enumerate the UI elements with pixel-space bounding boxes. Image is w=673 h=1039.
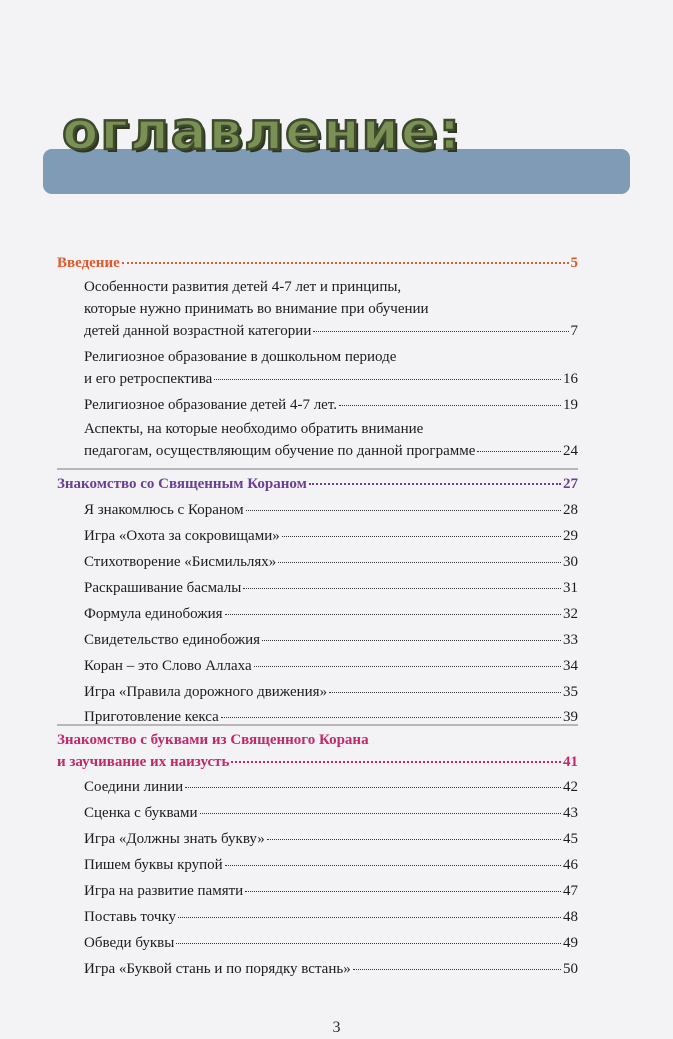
dot-leader [329,692,561,693]
toc-entry-label: Свидетельство единобожия [84,632,261,648]
toc-entry-label: педагогам, осуществляющим обучение по данной программе [84,443,476,459]
toc-entry [84,958,578,980]
toc-entry-label: детей данной возрастной категории [84,323,312,339]
toc-entry-page: 29 [563,528,578,544]
toc-entry [84,603,578,625]
dot-leader [267,839,561,840]
toc-entry [84,681,578,703]
dot-leader [262,640,561,641]
toc-entry [84,932,578,954]
toc-entry-page: 28 [563,502,578,518]
dot-leader [353,969,561,970]
toc-heading-label: и заучивание их наизусть [57,754,230,770]
toc-entry-page: 16 [563,371,578,387]
toc-entry [84,394,578,416]
toc-entry-label: Обведи буквы [84,935,175,951]
toc-heading [57,252,578,274]
page-number: 3 [332,1019,341,1036]
toc-entry [84,776,578,798]
toc-entry-label: Я знакомлюсь с Кораном [84,502,244,518]
toc-entry-page: 48 [563,909,578,925]
toc-entry-label: Религиозное образование детей 4-7 лет. [84,397,338,413]
dot-leader [243,588,561,589]
toc-entry-label: Пишем буквы крупой [84,857,223,873]
toc-entry-label: Игра «Должны знать букву» [84,831,265,847]
toc-entry-page: 30 [563,554,578,570]
toc-entry-page: 34 [563,658,578,674]
dot-leader [122,262,569,264]
toc-entry-page: 24 [563,443,578,459]
toc-entry [84,629,578,651]
toc-entry-page: 46 [563,857,578,873]
toc-entry [84,880,578,902]
toc-heading-page: 41 [563,754,578,770]
dot-leader [214,379,561,380]
dot-leader [178,917,561,918]
page-title: оглавление: [62,101,462,162]
toc-entry-line: Аспекты, на которые необходимо обратить внимание [84,421,424,437]
dot-leader [200,813,561,814]
dot-leader [221,717,561,718]
toc-entry-label: Сценка с буквами [84,805,198,821]
toc-entry-page: 39 [563,709,578,725]
toc-entry-line: Особенности развития детей 4-7 лет и принципы, [84,279,402,295]
dot-leader [246,510,561,511]
toc-heading-page: 5 [570,255,578,271]
dot-leader [278,562,561,563]
dot-leader [282,536,561,537]
toc-entry-page: 43 [563,805,578,821]
dot-leader [231,761,561,763]
dot-leader [339,405,561,406]
toc-entry-page: 35 [563,684,578,700]
toc-heading [57,473,578,495]
toc-entry-page: 31 [563,580,578,596]
toc-entry-page: 45 [563,831,578,847]
toc-entry-page: 19 [563,397,578,413]
toc-entry-line: которые нужно принимать во внимание при обучении [84,301,429,317]
toc-entry-line: Религиозное образование в дошкольном периоде [84,349,397,365]
toc-entry [84,551,578,573]
toc-entry [84,906,578,928]
toc-entry [84,346,578,390]
toc-section-introduction [57,248,578,466]
dot-leader [313,331,568,332]
dot-leader [185,787,561,788]
toc-entry [84,525,578,547]
toc-entry [84,418,578,462]
toc-heading-label: Введение [57,255,120,271]
toc-entry-label: Игра «Правила дорожного движения» [84,684,328,700]
toc-heading-page: 27 [563,476,578,492]
dot-leader [176,943,561,944]
toc-heading-label: Знакомство со Священным Кораном [57,476,307,492]
toc-entry [84,577,578,599]
dot-leader [245,891,561,892]
toc-entry-label: Игра «Охота за сокровищами» [84,528,280,544]
toc-entry [84,828,578,850]
dot-leader [477,451,561,452]
toc-entry-page: 7 [570,323,578,339]
toc-entry-page: 42 [563,779,578,795]
toc-entry-label: и его ретроспектива [84,371,213,387]
toc-entry-label: Приготовление кекса [84,709,219,725]
toc-section-letters [57,724,578,982]
toc-entry-label: Соедини линии [84,779,184,795]
dot-leader [309,483,561,485]
toc-entry-page: 33 [563,632,578,648]
toc-entry-page: 32 [563,606,578,622]
toc-entry-label: Раскрашивание басмалы [84,580,242,596]
toc-entry-page: 50 [563,961,578,977]
toc-entry-label: Формула единобожия [84,606,223,622]
toc-entry-page: 49 [563,935,578,951]
dot-leader [254,666,561,667]
toc-entry-label: Игра на развитие памяти [84,883,244,899]
toc-entry [84,802,578,824]
toc-entry [84,499,578,521]
dot-leader [225,865,561,866]
toc-entry-label: Коран – это Слово Аллаха [84,658,252,674]
toc-entry-label: Стихотворение «Бисмильлях» [84,554,277,570]
dot-leader [225,614,561,615]
toc-entry-page: 47 [563,883,578,899]
toc-heading-line: Знакомство с буквами из Священного Корана [57,732,369,748]
toc-entry-label: Поставь точку [84,909,177,925]
toc-section-quran [57,468,578,725]
toc-entry [84,276,578,342]
toc-entry [84,655,578,677]
toc-heading [57,729,578,773]
toc-entry [84,854,578,876]
toc-entry-label: Игра «Буквой стань и по порядку встань» [84,961,351,977]
